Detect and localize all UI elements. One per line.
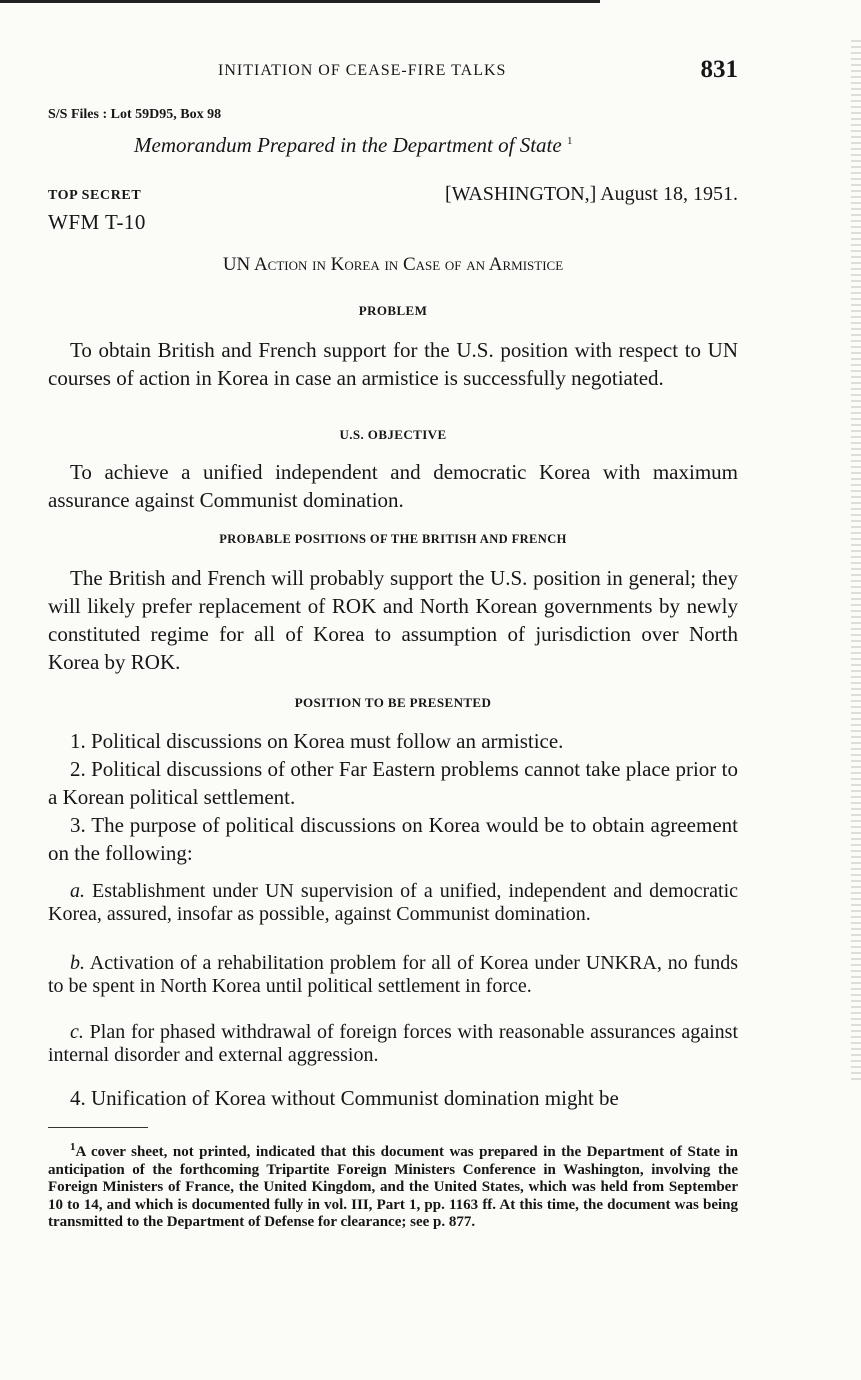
subpoint-c-letter: c. [70,1021,84,1043]
subpoint-c [48,1021,738,1066]
subpoint-a [48,880,738,925]
memo-title-text: Memorandum Prepared in the Department of State [134,133,562,157]
point-4: 4. Unification of Korea without Communist domination might be [70,1086,619,1110]
positions-paragraph: The British and French will probably support the U.S. position in general; they will likely prefer replacement of ROK and North Korean governments by newly constituted regime for all of Korea to assumption of jurisdiction over North Korea by ROK. [48,566,738,674]
position-presented-heading: POSITION TO BE PRESENTED [294,695,492,710]
footnote-rule [48,1127,148,1128]
place-date: [WASHINGTON,] August 18, 1951. [445,183,738,205]
running-title: INITIATION OF CEASE-FIRE TALKS [218,62,507,79]
source-reference: S/S Files : Lot 59D95, Box 98 [48,107,222,122]
page-number: 831 [700,56,738,83]
subpoint-a-text: Establishment under UN supervision of a unified, independent and democratic Korea, assured, insofar as possible, against Communist domination. [48,880,739,925]
page-edge-shadow [851,40,861,1080]
memo-title [134,133,572,158]
point-3: 3. The purpose of political discussions on Korea would be to obtain agreement on the following: [48,813,738,865]
footnote-marker: 1 [70,1141,76,1153]
point-2: 2. Political discussions of other Far Eastern problems cannot take place prior to a Korean political settlement. [48,757,738,809]
footnote [48,1139,738,1232]
positions-heading: PROBABLE POSITIONS OF THE BRITISH AND FRENCH [219,532,567,546]
objective-heading: U.S. OBJECTIVE [339,427,447,442]
subpoint-c-text: Plan for phased withdrawal of foreign forces with reasonable assurances against internal disorder and external aggression. [48,1021,739,1066]
document-title: UN Action in Korea in Case of an Armistice [222,254,564,275]
classification-label: TOP SECRET [48,188,142,203]
top-border-line [0,0,600,3]
document-reference: WFM T-10 [48,210,146,234]
memo-footnote-ref: 1 [566,135,573,147]
subpoint-b-letter: b. [70,952,85,974]
subpoint-a-letter: a. [70,880,85,902]
point-1: 1. Political discussions on Korea must follow an armistice. [70,729,564,753]
problem-paragraph: To obtain British and French support for the U.S. position with respect to UN courses of action in Korea in case an armistice is successfully negotiated. [48,338,738,390]
objective-paragraph: To achieve a unified independent and democratic Korea with maximum assurance against Communist domination. [48,460,738,512]
problem-heading: PROBLEM [358,303,428,318]
subpoint-b [48,952,738,997]
subpoint-b-text: Activation of a rehabilitation problem for all of Korea under UNKRA, no funds to be spent in North Korea until political settlement in force. [48,952,738,997]
footnote-text: A cover sheet, not printed, indicated that this document was prepared in the Department of State in anticipation of the forthcoming Tripartite Foreign Ministers Conference in Washington, involving the Foreign Ministers of France, the United Kingdom, and the United States, which was held from September 10 to 14, and which is documented fully in vol. III, Part 1, pp. 1163 ff. At this time, the document was being transmitted to the Department of Defense for clearance; see p. 877. [48,1144,738,1230]
